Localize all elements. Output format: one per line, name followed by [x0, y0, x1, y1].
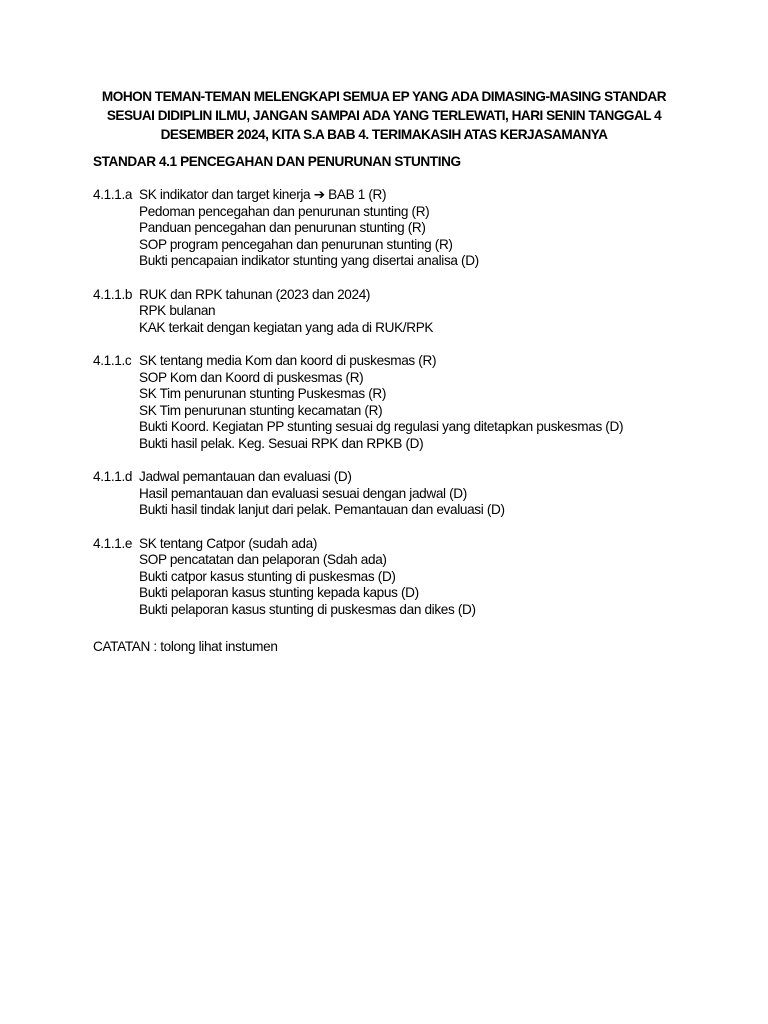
requirement-text-part: BAB 1 (R): [324, 187, 387, 202]
requirement-text: SK Tim penurunan stunting kecamatan (R): [139, 402, 383, 418]
section-code: 4.1.1.a: [93, 187, 133, 202]
requirement-text: Bukti catpor kasus stunting di puskesmas (D): [139, 568, 396, 584]
document-heading: [60, 87, 708, 144]
requirement-text: Jadwal pemantauan dan evaluasi (D): [139, 469, 352, 484]
heading-line: SESUAI DIDIPLIN ILMU, JANGAN SAMPAI ADA YANG TERLEWATI, HARI SENIN TANGGAL 4: [106, 108, 662, 123]
requirement-text: Bukti pelaporan kasus stunting di puskesmas dan dikes (D): [139, 601, 476, 617]
requirement-text-part: SK indikator dan target kinerja: [139, 187, 314, 202]
heading-line: MOHON TEMAN-TEMAN MELENGKAPI SEMUA EP YANG ADA DIMASING-MASING STANDAR: [101, 89, 667, 104]
requirement-text: Bukti hasil tindak lanjut dari pelak. Pemantauan dan evaluasi (D): [139, 502, 505, 517]
requirement-text: Bukti Koord. Kegiatan PP stunting sesuai dg regulasi yang ditetapkan puskesmas (D): [139, 419, 624, 434]
requirement-text: Hasil pemantauan dan evaluasi sesuai dengan jadwal (D): [139, 485, 467, 501]
standard-title: STANDAR 4.1 PENCEGAHAN DAN PENURUNAN STUNTING: [93, 154, 461, 169]
note-text: CATATAN : tolong lihat instumen: [93, 639, 278, 654]
requirement-text: [139, 187, 386, 204]
section-code: 4.1.1.b: [93, 286, 133, 302]
requirement-text: Bukti pelaporan kasus stunting kepada kapus (D): [139, 585, 419, 600]
requirement-text: Panduan pencegahan dan penurunan stunting (R): [139, 220, 426, 235]
heading-line: DESEMBER 2024, KITA S.A BAB 4. TERIMAKASIH ATAS KERJASAMANYA: [160, 127, 608, 142]
requirement-text: SK tentang Catpor (sudah ada): [139, 535, 318, 551]
requirement-text: Bukti hasil pelak. Keg. Sesuai RPK dan RPKB (D): [139, 435, 424, 451]
requirement-text: KAK terkait dengan kegiatan yang ada di RUK/RPK: [139, 319, 434, 335]
requirement-text: SOP Kom dan Koord di puskesmas (R): [139, 369, 364, 385]
requirement-text: SOP pencatatan dan pelaporan (Sdah ada): [139, 552, 387, 567]
requirement-text: RPK bulanan: [139, 303, 216, 318]
requirement-text: SK tentang media Kom dan koord di puskesmas (R): [139, 353, 437, 368]
requirement-text: Bukti pencapaian indikator stunting yang disertai analisa (D): [139, 253, 479, 268]
requirement-text: Pedoman pencegahan dan penurunan stunting (R): [139, 203, 430, 219]
section-code: 4.1.1.d: [93, 469, 133, 484]
arrow-right-icon: ➔: [313, 187, 325, 202]
requirement-text: RUK dan RPK tahunan (2023 dan 2024): [139, 286, 371, 302]
section-code: 4.1.1.c: [93, 353, 132, 368]
requirement-text: SOP program pencegahan dan penurunan stunting (R): [139, 236, 453, 252]
requirement-text: SK Tim penurunan stunting Puskesmas (R): [139, 386, 387, 401]
section-code: 4.1.1.e: [93, 535, 133, 551]
